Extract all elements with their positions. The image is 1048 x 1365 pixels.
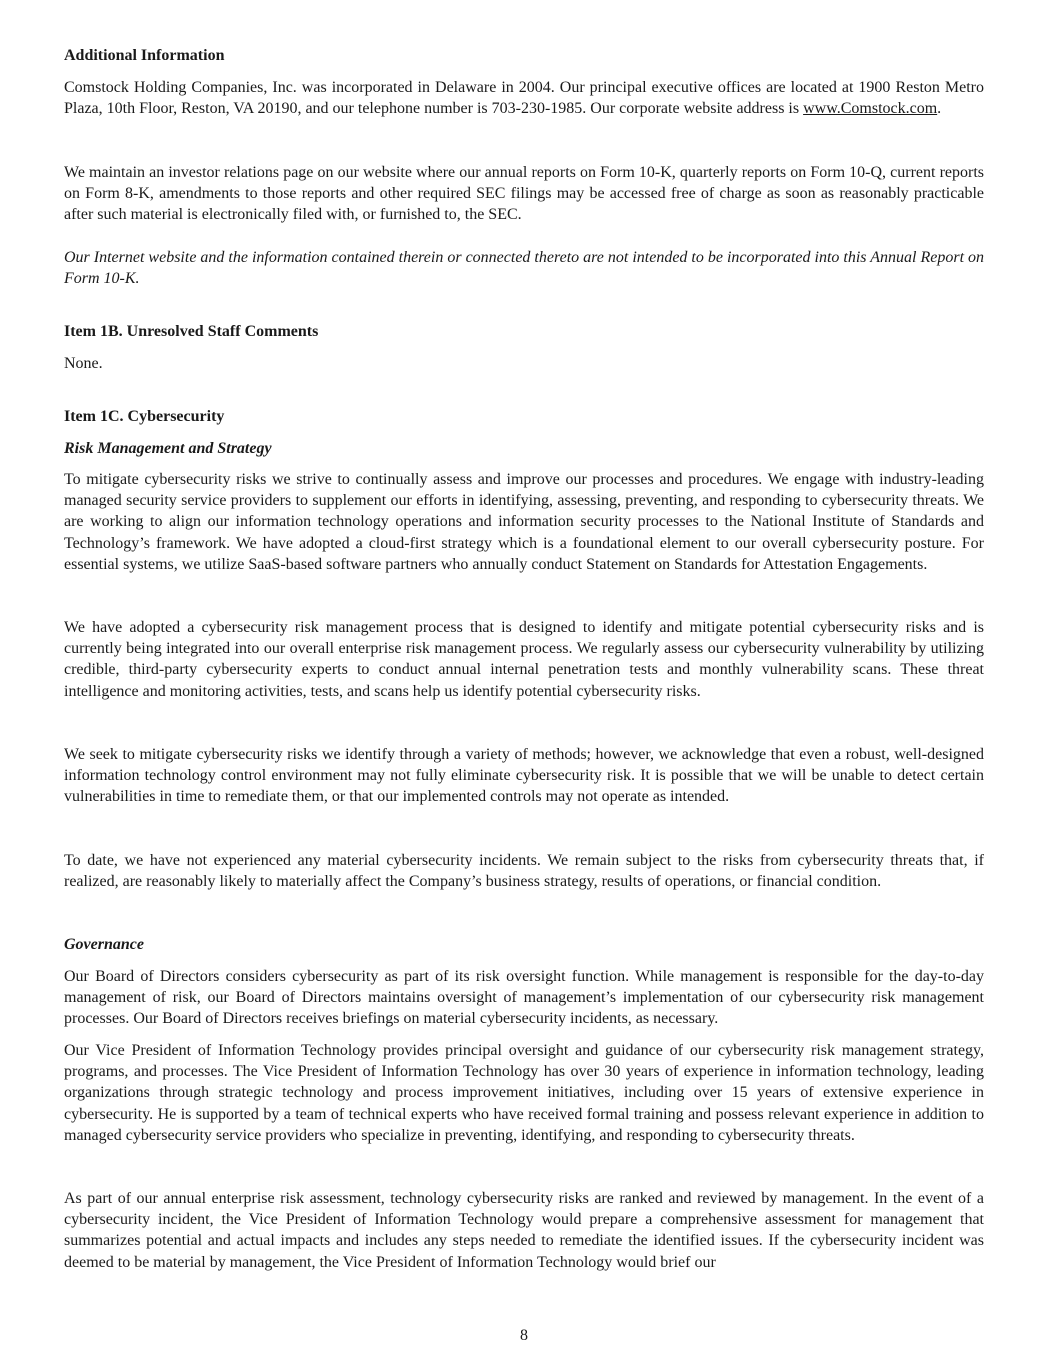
paragraph-investor-relations: We maintain an investor relations page on our website where our annual reports on Form 10-K, quarterly reports on Form 10-Q, current reports on Form 8-K, amendments to those reports and other required SEC filings may be accessed free of charge as soon as reasonably practicable after such material is electronically filed with, or furnished to, the SEC. [64, 164, 984, 224]
paragraph-item-1b-body: None. [64, 355, 103, 372]
paragraph-governance-2: Our Vice President of Information Technology provides principal oversight and guidance of our cybersecurity risk management strategy, programs, and processes. The Vice President of Information Technology has over 30 years of experience in information technology, leading organizations through strategic technology and process improvement initiatives, including over 15 years of extensive experience in cybersecurity. He is supported by a team of technical experts who have received formal training and possess relevant experience in addition to managed cybersecurity service providers who specialize in preventing, identifying, and responding to cybersecurity threats. [64, 1042, 984, 1144]
heading-item-1c: Item 1C. Cybersecurity [64, 408, 225, 425]
heading-item-1b: Item 1B. Unresolved Staff Comments [64, 323, 319, 340]
corporate-website-link[interactable]: www.Comstock.com [803, 100, 938, 118]
company-info-end: . [937, 100, 942, 118]
paragraph-risk-3: We seek to mitigate cybersecurity risks we identify through a variety of methods; however, we acknowledge that even a robust, well-designed information technology control environment may not fully eliminate cybersecurity risk. It is possible that we will be unable to detect certain vulnerabilities in time to remediate them, or that our implemented controls may not operate as intended. [64, 746, 984, 806]
company-info-text: Comstock Holding Companies, Inc. was incorporated in Delaware in 2004. Our principal executive offices are located at 1900 Reston Metro Plaza, 10th Floor, Reston, VA 20190, and our telephone number is 703-230-1985. Our corporate website address is [64, 79, 984, 118]
paragraph-governance-1: Our Board of Directors considers cybersecurity as part of its risk oversight function. While management is responsible for the day-to-day management of risk, our Board of Directors maintains oversight of management’s implementation of our cybersecurity risk management processes. Our Board of Directors receives briefings on material cybersecurity incidents, as necessary. [64, 968, 984, 1028]
paragraph-website-disclaimer: Our Internet website and the information contained therein or connected thereto are not intended to be incorporated into this Annual Report on Form 10-K. [64, 249, 985, 288]
paragraph-company-info [64, 77, 984, 119]
paragraph-risk-1: To mitigate cybersecurity risks we strive to continually assess and improve our processes and procedures. We engage with industry-leading managed security service providers to supplement our efforts in identifying, assessing, preventing, and responding to cybersecurity threats. We are working to align our information technology operations and information security processes to the National Institute of Standards and Technology’s framework. We have adopted a cloud-first strategy which is a foundational element to our overall cybersecurity posture. For essential systems, we utilize SaaS-based software partners who annually conduct Statement on Standards for Attestation Engagements. [64, 471, 984, 573]
page-number: 8 [520, 1327, 528, 1344]
subheading-governance: Governance [64, 936, 144, 953]
subheading-risk-management: Risk Management and Strategy [64, 440, 272, 457]
paragraph-governance-3: As part of our annual enterprise risk assessment, technology cybersecurity risks are ranked and reviewed by management. In the event of a cybersecurity incident, the Vice President of Information Technology would prepare a comprehensive assessment for management that summarizes potential and actual impacts and includes any steps needed to remediate the identified issues. If the cybersecurity incident was deemed to be material by management, the Vice President of Information Technology would brief our [64, 1190, 984, 1271]
paragraph-risk-4: To date, we have not experienced any material cybersecurity incidents. We remain subject to the risks from cybersecurity threats that, if realized, are reasonably likely to materially affect the Company’s business strategy, results of operations, or financial condition. [64, 852, 984, 891]
heading-additional-information: Additional Information [64, 47, 225, 64]
paragraph-risk-2: We have adopted a cybersecurity risk management process that is designed to identify and mitigate potential cybersecurity risks and is currently being integrated into our overall enterprise risk management process. We regularly assess our cybersecurity vulnerability by utilizing credible, third-party cybersecurity experts to conduct annual internal penetration tests and monthly vulnerability scans. These threat intelligence and monitoring activities, tests, and scans help us identify potential cybersecurity risks. [64, 619, 984, 700]
